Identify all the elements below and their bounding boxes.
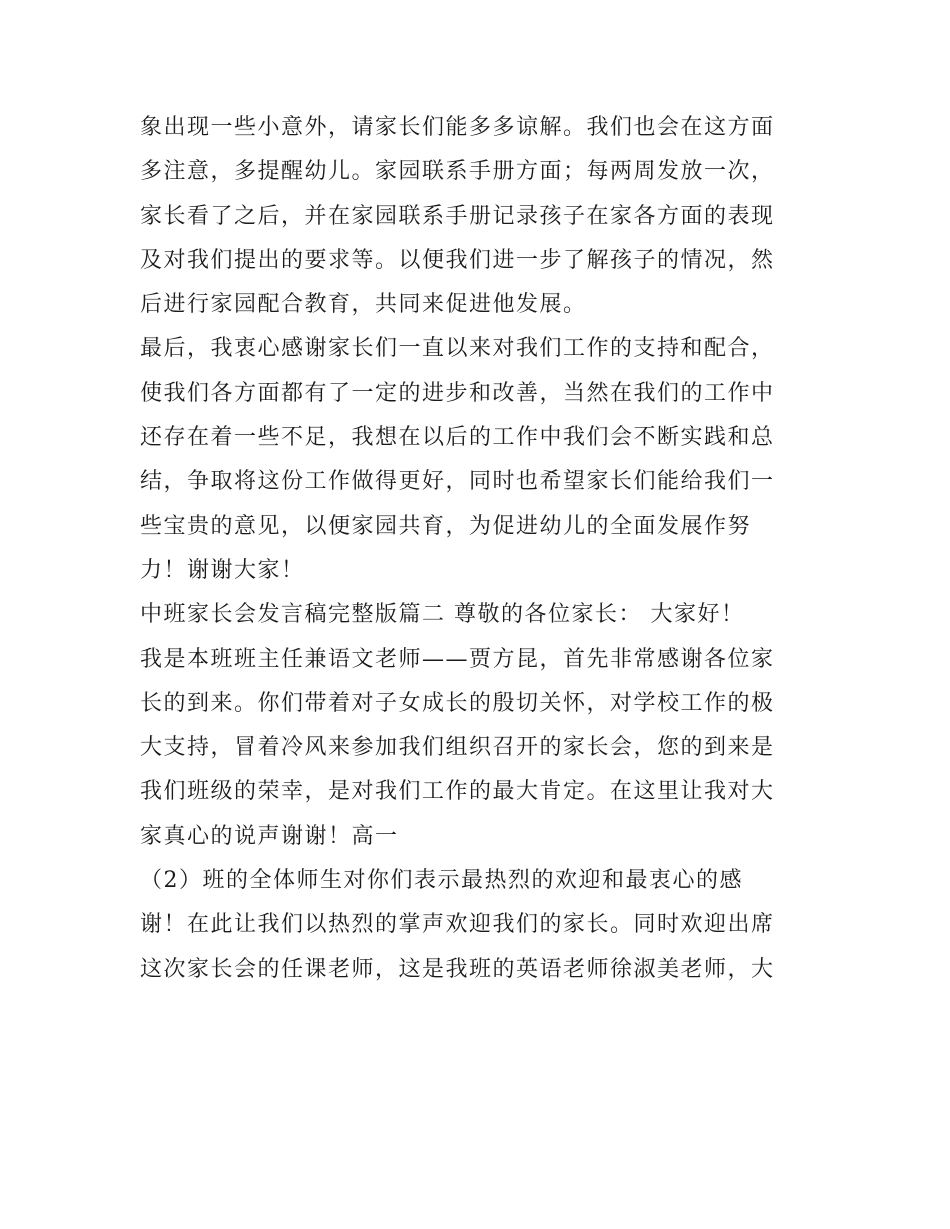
paragraph: [140, 859, 820, 992]
text-line: 大支持，冒着冷风来参加我们组织召开的家长会，您的到来是: [140, 735, 775, 761]
paragraph: [140, 327, 820, 593]
text-line: 最后，我衷心感谢家长们一直以来对我们工作的支持和配合，: [140, 336, 775, 362]
text-line: 还存在着一些不足，我想在以后的工作中我们会不断实践和总: [140, 425, 775, 451]
text-line: 这次家长会的任课老师，这是我班的英语老师徐淑美老师，大: [140, 956, 775, 982]
text-line: 我们班级的荣幸，是对我们工作的最大肯定。在这里让我对大: [140, 779, 775, 805]
text-line: 中班家长会发言稿完整版篇二 尊敬的各位家长： 大家好！: [140, 602, 745, 628]
text-line: （2）班的全体师生对你们表示最热烈的欢迎和最衷心的感: [140, 868, 743, 894]
document-body: [140, 106, 820, 992]
text-line: 些宝贵的意见，以便家园共育，为促进幼儿的全面发展作努: [140, 513, 752, 539]
section-heading: [140, 593, 820, 637]
text-line: 及对我们提出的要求等。以便我们进一步了解孩子的情况，然: [140, 247, 775, 273]
paragraph: [140, 638, 820, 859]
text-line: 结，争取将这份工作做得更好，同时也希望家长们能给我们一: [140, 469, 775, 495]
text-line: 后进行家园配合教育，共同来促进他发展。: [140, 292, 587, 318]
text-line: 家真心的说声谢谢！高一: [140, 823, 399, 849]
text-line: 使我们各方面都有了一定的进步和改善，当然在我们的工作中: [140, 380, 775, 406]
text-line: 多注意，多提醒幼儿。家园联系手册方面；每两周发放一次，: [140, 159, 775, 185]
text-line: 长的到来。你们带着对子女成长的殷切关怀，对学校工作的极: [140, 690, 775, 716]
paragraph: [140, 106, 820, 327]
text-line: 力！谢谢大家！: [140, 557, 305, 583]
text-line: 家长看了之后，并在家园联系手册记录孩子在家各方面的表现: [140, 203, 775, 229]
text-line: 象出现一些小意外，请家长们能多多谅解。我们也会在这方面: [140, 115, 775, 140]
text-line: 我是本班班主任兼语文老师——贾方昆，首先非常感谢各位家: [140, 646, 775, 672]
text-line: 谢！在此让我们以热烈的掌声欢迎我们的家长。同时欢迎出席: [140, 912, 775, 938]
